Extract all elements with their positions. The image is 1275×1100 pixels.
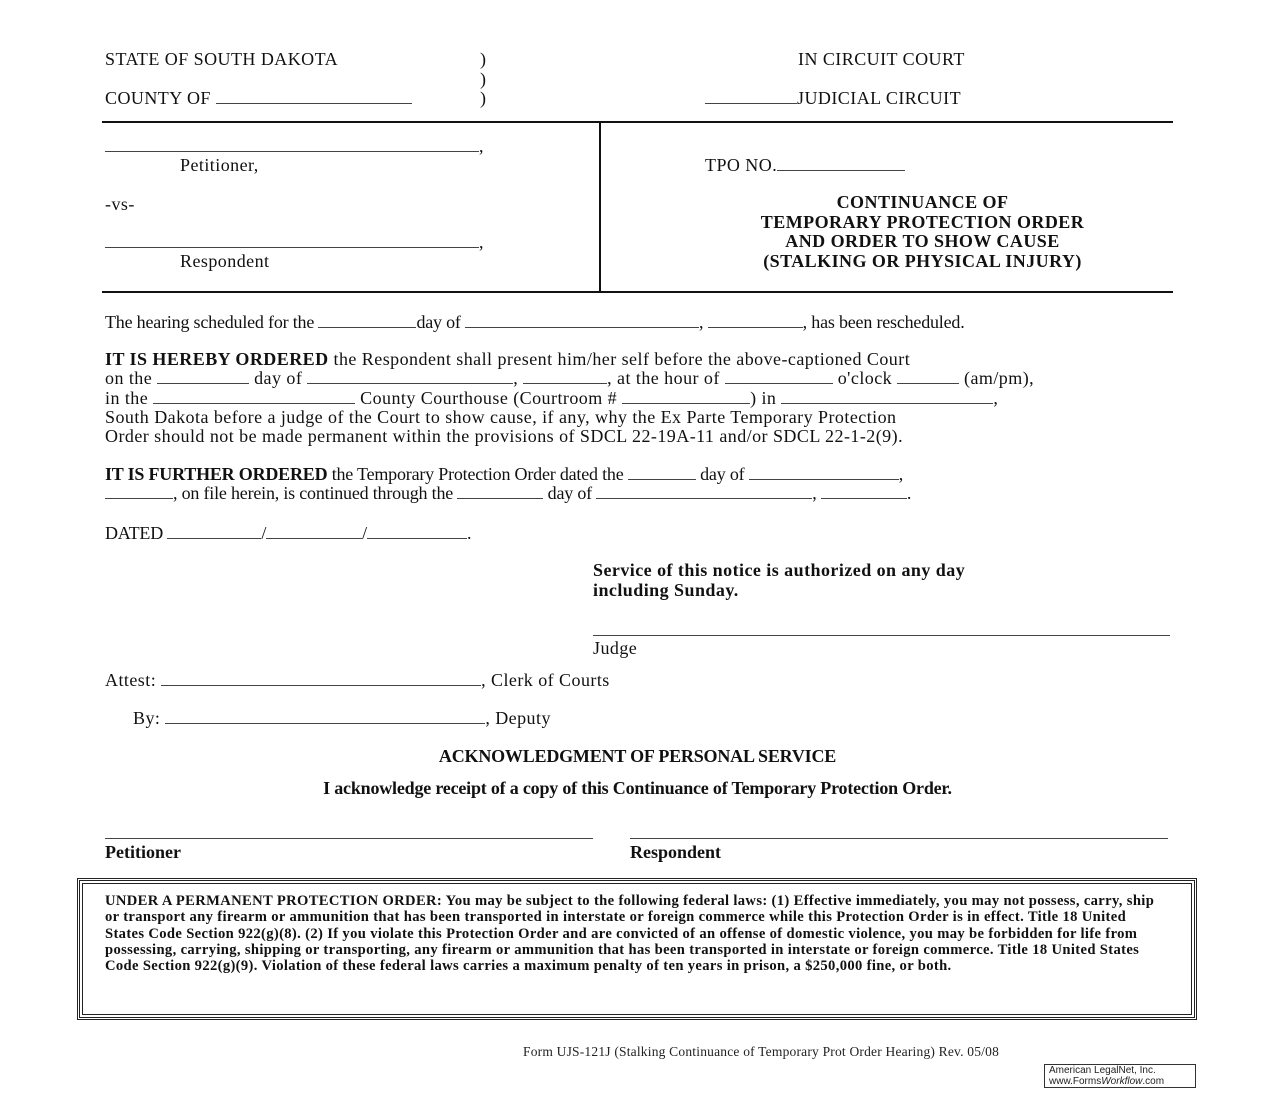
courtroom-number-field[interactable] [622,389,750,404]
caption-bottom-rule [102,291,1173,293]
city-field[interactable] [781,389,993,404]
state-label: STATE OF SOUTH DAKOTA [105,49,339,69]
dated-day-field[interactable] [266,524,362,539]
hearing-year-field[interactable] [708,313,803,328]
tpo-dated-year-field[interactable] [105,484,173,499]
attest-row: Attest: , Clerk of Courts [105,670,610,690]
continued-day-field[interactable] [457,484,543,499]
county-field[interactable] [216,89,412,104]
appearance-day-field[interactable] [157,369,249,384]
respondent-signature-line[interactable] [630,838,1168,839]
petitioner-name-row: , [105,136,484,157]
attest-label: Attest: [105,670,157,690]
respondent-name-field[interactable] [105,233,479,248]
dated-row: DATED / / . [105,523,472,543]
by-label: By: [133,708,161,728]
respondent-name-row: , [105,232,484,253]
tpo-row [705,155,905,176]
vs-label: -vs- [105,194,135,214]
acknowledgment-statement: I acknowledge receipt of a copy of this Continuance of Temporary Protection Order. [323,778,952,798]
further-ordered-paragraph: IT IS FURTHER ORDERED the Temporary Protection Order dated the day of , , on file herein, is continued through the day of , . [105,464,912,504]
circuit-label: JUDICIAL CIRCUIT [797,88,962,108]
clerk-signature-field[interactable] [161,671,481,686]
appearance-month-field[interactable] [307,369,513,384]
service-authorization-note: Service of this notice is authorized on any day including Sunday. [593,560,966,600]
caption-paren: ) [480,69,486,89]
dated-month-field[interactable] [167,524,261,539]
petitioner-name-field[interactable] [105,137,479,152]
appearance-year-field[interactable] [523,369,607,384]
dated-year-field[interactable] [367,524,467,539]
tpo-label: TPO NO. [705,155,778,175]
am-pm-field[interactable] [897,369,959,384]
hearing-day-field[interactable] [318,313,416,328]
acknowledgment-title: ACKNOWLEDGMENT OF PERSONAL SERVICE [438,746,837,766]
circuit-row [705,88,961,109]
judge-label: Judge [593,638,638,658]
hearing-month-field[interactable] [465,313,699,328]
county-label: COUNTY OF [105,88,211,108]
deputy-row: By: , Deputy [133,708,551,728]
caption-paren: ) [480,49,486,69]
county-courthouse-field[interactable] [153,389,355,404]
caption-top-rule [102,121,1173,123]
caption-paren: ) [480,88,486,108]
federal-law-notice-text: UNDER A PERMANENT PROTECTION ORDER: You may be subject to the following federal laws: (1) Effective immediately, you may not possess, carry, ship or transport any firearm or ammunition that has been transported in interstate or foreign commerce while this Protection Order is in effect. Title 18 United States Code Section 922(g)(8). (2) If you violate this Protection Order and are convicted of an offense of domestic violence, you may be forbidden for life from possessing, carrying, shipping or transporting, any firearm or ammunition that has been transported in interstate or foreign commerce. Title 18 United States Code Section 922(g)(9). Violation of these federal laws carries a maximum penalty of ten years in prison, a $250,000 fine, or both. [105,893,1155,975]
tpo-number-field[interactable] [777,156,905,171]
appearance-hour-field[interactable] [725,369,833,384]
ack-petitioner-label: Petitioner [105,842,181,862]
publisher-badge: American LegalNet, Inc. www.FormsWorkflow.com [1044,1064,1196,1088]
hearing-rescheduled-line: The hearing scheduled for the day of , , has been rescheduled. [105,312,965,332]
county-row [105,88,412,109]
petitioner-signature-line[interactable] [105,838,593,839]
form-identifier: Form UJS-121J (Stalking Continuance of Temporary Prot Order Hearing) Rev. 05/08 [523,1044,1000,1059]
dated-label: DATED [105,523,163,543]
ack-respondent-label: Respondent [630,842,722,862]
hereby-ordered-paragraph: IT IS HEREBY ORDERED the Respondent shall present him/her self before the above-captioned Court on the day of , , at the hour of o'clock (am/pm), in the County Courthouse (Courtroom # ) in , South Dakota before a judge of the Court to show cause, if any, why the Ex Parte Temporary Protection Order should not be made permanent within the provisions of SDCL 22-19A-11 and/or SDCL 22-1-2(9). [105,349,1035,447]
caption-divider [599,122,601,293]
court-label: IN CIRCUIT COURT [798,49,965,69]
tpo-dated-month-field[interactable] [749,465,899,480]
deputy-signature-field[interactable] [165,709,485,724]
petitioner-label: Petitioner, [180,155,259,175]
judge-signature-line[interactable] [593,635,1170,636]
circuit-number-field[interactable] [705,89,797,104]
respondent-label: Respondent [180,251,270,271]
continued-month-field[interactable] [596,484,812,499]
continued-year-field[interactable] [821,484,907,499]
document-title: CONTINUANCE OF TEMPORARY PROTECTION ORDER AND ORDER TO SHOW CAUSE (STALKING OR PHYSICAL INJURY) [760,192,1085,271]
tpo-dated-day-field[interactable] [628,465,696,480]
